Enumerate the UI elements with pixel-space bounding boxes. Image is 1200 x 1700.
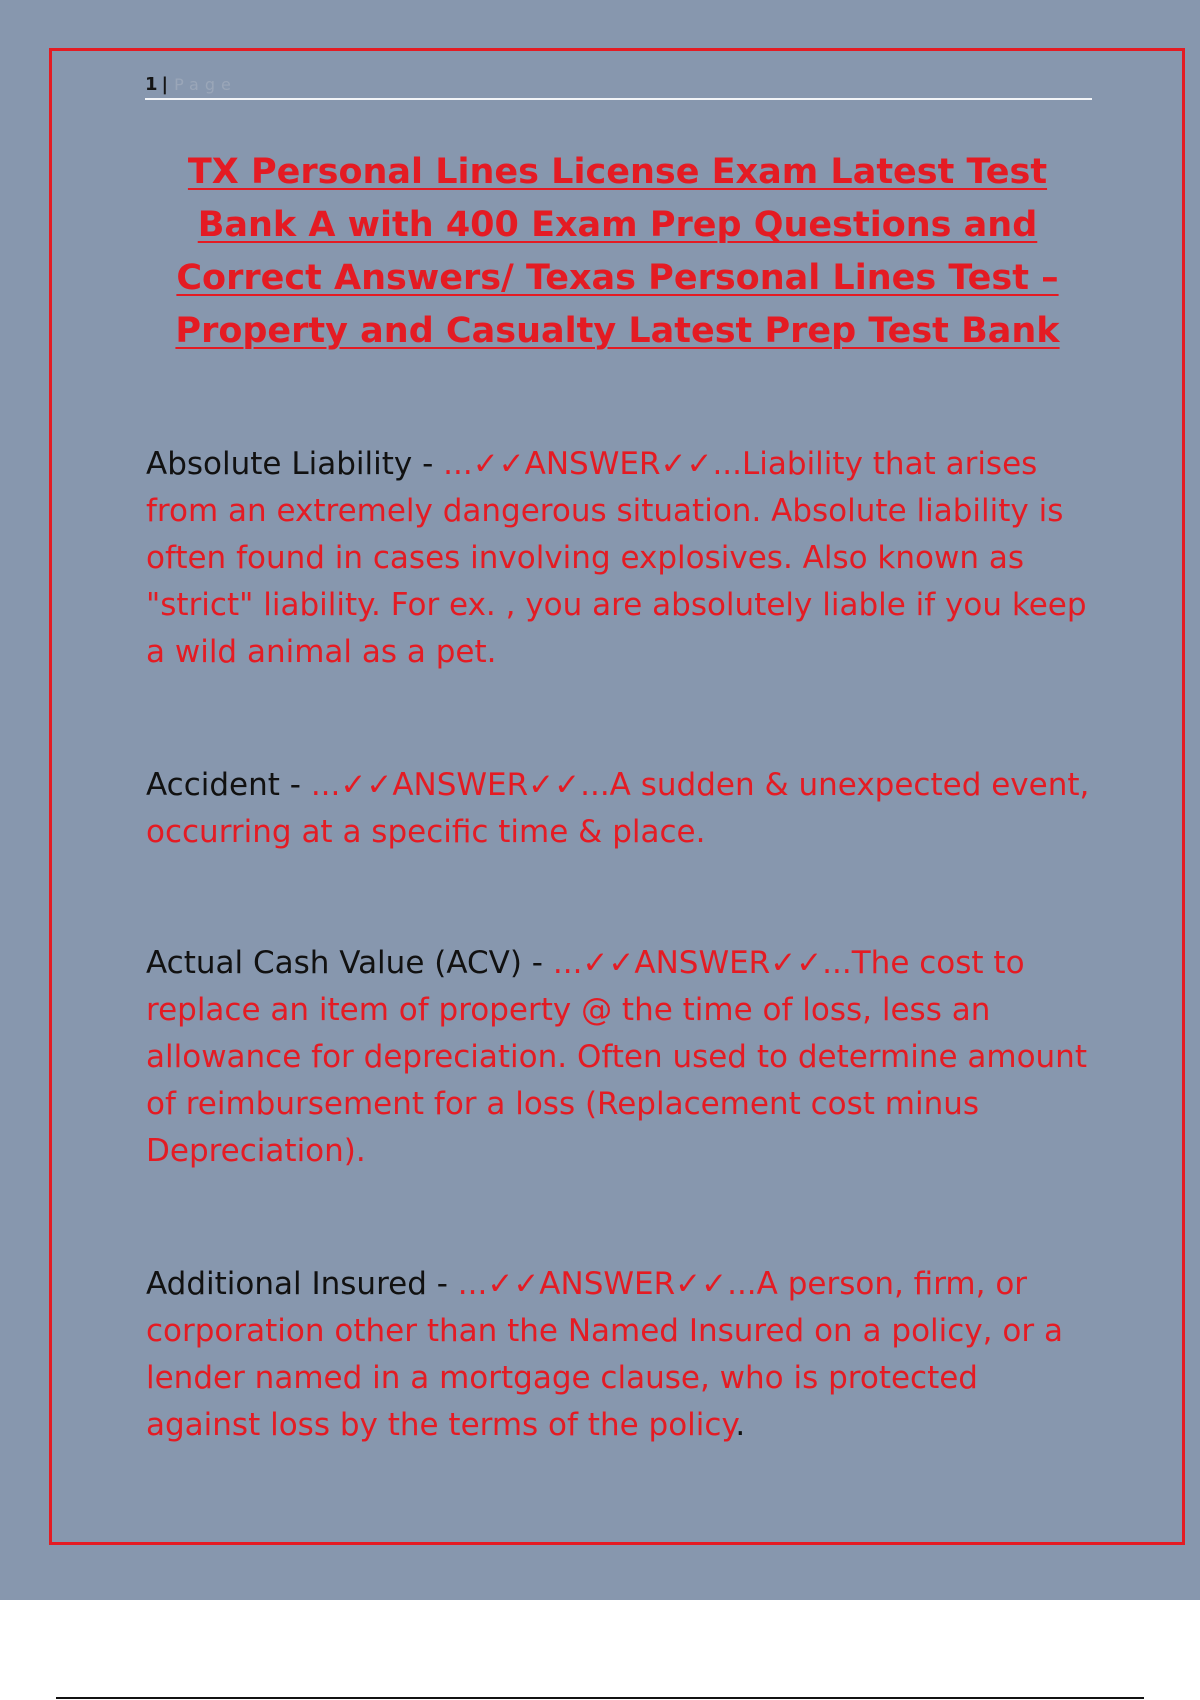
entry-answer: ...✓✓ANSWER✓✓...The cost to replace an item of property @ the time of loss, less an allowance for depreciation. Often used to determine amount of reimbursement for a loss (Replacement cost minus Depreciation). <box>146 945 1087 1169</box>
entry-answer: ...✓✓ANSWER✓✓...A person, firm, or corporation other than the Named Insured on a policy, or a lender named in a mortgage clause, who is protected against loss by the terms of the policy <box>146 1266 1063 1443</box>
page-label: Page <box>174 75 237 94</box>
document-title: TX Personal Lines License Exam Latest Test Bank A with 400 Exam Prep Questions and Correct Answers/ Texas Personal Lines Test – Property and Casualty Latest Prep Test Bank <box>175 152 1060 351</box>
entry-trailing-period: . <box>735 1407 746 1443</box>
glossary-entry <box>146 762 1091 856</box>
entry-term: Absolute Liability - <box>146 446 444 482</box>
entry-answer: ...✓✓ANSWER✓✓...A sudden & unexpected event, occurring at a specific time & place. <box>146 767 1090 850</box>
page-number: 1 <box>145 74 158 95</box>
glossary-entry <box>146 1261 1091 1449</box>
glossary-entry <box>146 441 1091 676</box>
entry-term: Additional Insured - <box>146 1266 458 1302</box>
glossary-entry <box>146 940 1091 1175</box>
page-number-separator: | <box>161 74 169 95</box>
page-header <box>145 72 1092 100</box>
entry-term: Accident - <box>146 767 311 803</box>
footer-rule <box>56 1697 1144 1699</box>
entry-answer: ...✓✓ANSWER✓✓...Liability that arises from an extremely dangerous situation. Absolute liability is often found in cases involving explosives. Also known as "strict" liability. For ex. , you are absolutely liable if you keep a wild animal as a pet. <box>146 446 1087 670</box>
entry-term: Actual Cash Value (ACV) - <box>146 945 553 981</box>
